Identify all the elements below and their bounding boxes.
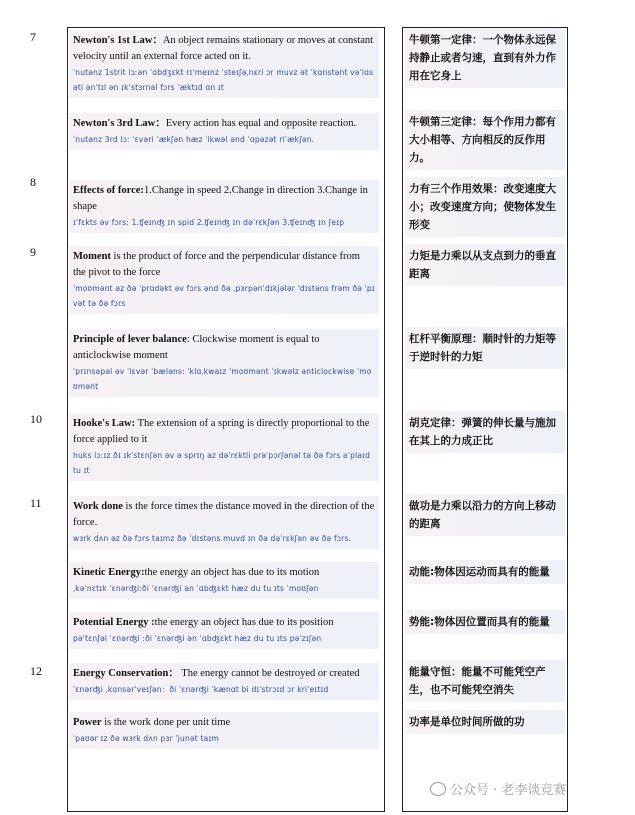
definition-block-energy-conservation [69,663,379,700]
term-title: Moment [73,251,111,262]
chinese-translation: 力有三个作用效果：改变速度大小；改变速度方向；使物体发生形变 [405,177,565,237]
wechat-icon [430,782,446,796]
definition-block-effects-of-force [69,180,379,233]
chinese-translation: 力矩是力乘以从支点到力的垂直距离 [405,244,565,286]
term-definition: is the work done per unit time [101,717,231,728]
phonetic-transcription: ˈprɪnsəpəl əv ˈlɛvər ˈbæləns: ˈklɑˌkwaɪz ˈmoʊmənt ˈɪkwəlz anticlockwise ˈmoʊmənt [73,367,372,391]
chinese-translation: 功率是单位时间所做的功 [405,710,565,734]
phonetic-transcription: ˈnutənz 1strit lɔːən ˈɑbdʒɛkt rɪˈmeɪnz ˈsteɪʃəˌnɛri ɔr muvz ət ˈkɑnstənt vəˈlɑsəti ənˈtɪl ən ɪkˈstɜrnəl fɔrs ˈæktɪd ɑn ɪt [73,68,374,92]
term-definition: is the product of force and the perpendicular distance from the pivot to the force [73,251,360,278]
definition-block-work-done [69,496,379,549]
phonetic-transcription: ˈmoʊmənt əz ðə ˈprɑdəkt əv fɔrs ənd ðə ˌpɜrpənˈdɪkjələr ˈdɪstəns frəm ðə ˈpɪvət tə ðə fɔrs [73,284,375,308]
term-title: Newton's 1st Law： [73,35,163,46]
phonetic-transcription: huks lɔːɪz ðɪ ɪkˈstɛnʃən əv ə sprɪŋ əz dəˈrɛktli prəˈpɔrʃənəl tə ðə fɔrs əˈplaɪd tu ɪt [73,451,371,475]
term-definition: Every action has equal and opposite reaction. [165,118,357,129]
definition-block-lever-balance [69,329,379,397]
chinese-translation: 势能:物体因位置而具有的能量 [405,610,565,634]
chinese-translation: 杠杆平衡原理：顺时针的力矩等于逆时针的力矩 [405,327,565,369]
phonetic-transcription: ɪˈfɛkts əv fɔrs: 1.ʧeɪnʤ ɪn spid 2.ʧeɪnʤ ɪn dəˈrɛkʃən 3.ʧeɪnʤ ɪn ʃeɪp [73,218,345,227]
term-definition: 1.Change in speed 2.Change in direction 3.Change in shape [73,185,368,212]
term-title: Newton's 3rd Law： [73,118,166,129]
definition-block-kinetic-energy [69,562,379,599]
term-definition: : Clockwise moment is equal to anticlockwise moment [73,334,320,361]
phonetic-transcription: ˌkəˈnɛtɪk ˈɛnərʤiːði ˈɛnərʤi ən ˈɑbʤɛkt hæz du tu ɪts ˈmoʊʃən [73,584,319,593]
phonetic-transcription: ˈnutənz 3rd lɔː ˈɛvəri ˈækʃən hæz ˈikwəl ənd ˈɑpəzət riˈækʃən. [73,135,315,144]
definition-block-hookes-law [69,413,379,481]
watermark-text: 公众号 · 老李谈竞赛 [450,783,567,798]
definition-block-moment [69,246,379,314]
term-title: Work done [73,501,123,512]
watermark [430,779,566,798]
chinese-translation: 做功是力乘以沿力的方向上移动的距离 [405,494,565,536]
term-definition: An object remains stationary or moves at constant velocity until an external force acted on it. [73,35,374,62]
phonetic-transcription: wɜrk dʌn əz ðə fɔrs taɪmz ðə ˈdɪstəns muvd ɪn ðə dəˈrɛkʃən əv ðə fɔrs. [73,534,352,543]
chinese-translation: 牛顿第三定律：每个作用力都有大小相等、方向相反的反作用力。 [405,110,565,170]
term-definition: the energy an object has due to its motion [144,567,320,578]
term-title: Potential Energy : [73,617,155,628]
phonetic-transcription: ˈɛnərʤi ˌkɑnsərˈveɪʃən：ði ˈɛnərʤi ˈkænɑt bi dɪˈstrɔɪd ɔr kriˈeɪtɪd [73,685,329,694]
entry-number: 7 [30,30,36,44]
term-title: Principle of lever balance [73,334,187,345]
entry-number: 8 [30,175,36,189]
entry-number: 10 [30,412,42,426]
chinese-translation: 胡克定律：弹簧的伸长量与施加在其上的力成正比 [405,411,565,453]
term-definition: The extension of a spring is directly proportional to the force applied to it [73,418,370,445]
term-definition: is the force times the distance moved in the direction of the force. [73,501,375,528]
term-title: Energy Conservation： [73,668,179,679]
entry-number: 9 [30,245,36,259]
term-title: Hooke's Law: [73,418,136,429]
definition-block-newton-1st [69,30,379,98]
chinese-translation: 能量守恒：能量不可能凭空产生，也不可能凭空消失 [405,660,565,702]
term-definition: The energy cannot be destroyed or created [178,668,360,679]
term-title: Kinetic Energy: [73,567,145,578]
phonetic-transcription: pəˈtɛnʃəl ˈɛnərʤi :ði ˈɛnərʤi ən ˈɑbʤɛkt hæz du tu ɪts pəˈzɪʃən [73,634,322,643]
entry-number: 11 [30,496,42,510]
definition-block-power [69,712,379,749]
term-title: Effects of force: [73,185,144,196]
definition-block-potential-energy [69,612,379,649]
term-definition: the energy an object has due to its position [154,617,334,628]
term-title: Power [73,717,102,728]
chinese-translation: 动能:物体因运动而具有的能量 [405,560,565,584]
definition-block-newton-3rd [69,113,379,150]
chinese-translation: 牛顿第一定律：一个物体永远保持静止或者匀速，直到有外力作用在它身上 [405,28,565,88]
entry-number: 12 [30,664,42,678]
phonetic-transcription: ˈpaʊər ɪz ðə wɜrk dʌn pɜr ˈjunət taɪm [73,734,219,743]
